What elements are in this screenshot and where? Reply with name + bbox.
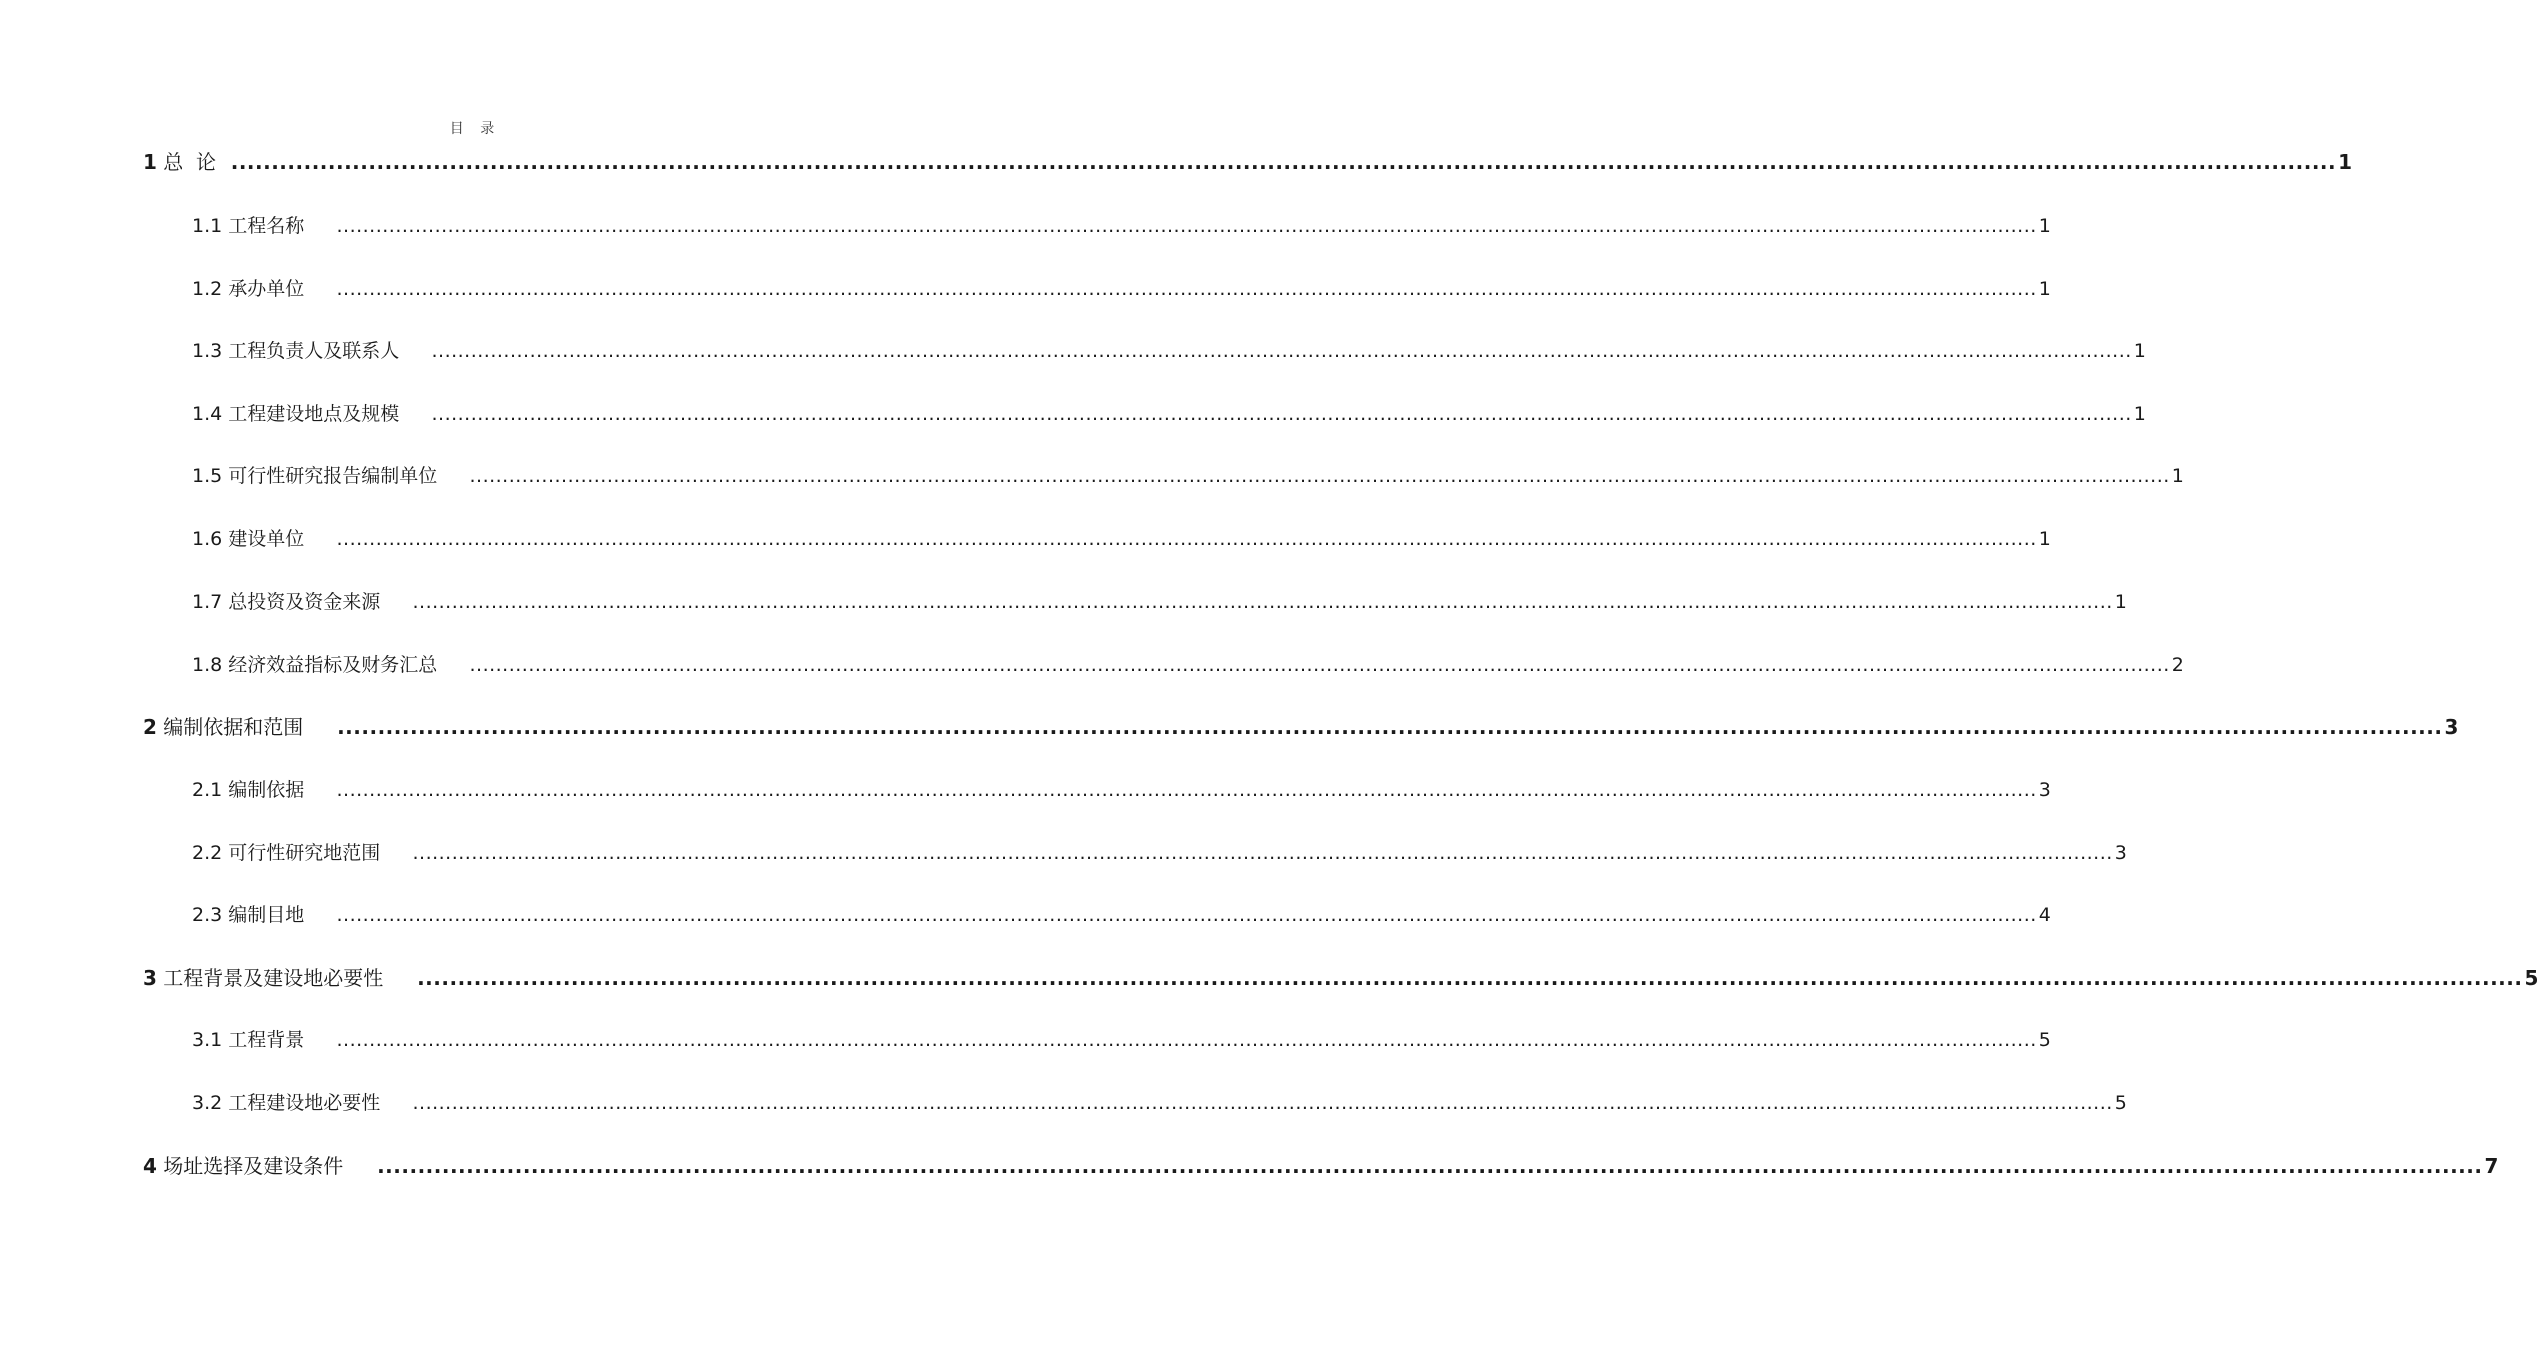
toc-entry-page: 1 [2038, 528, 2051, 550]
toc-entry[interactable] [192, 901, 2051, 929]
toc-entry-label: 工程名称 [228, 215, 305, 237]
toc-entry-page: 1 [2171, 465, 2184, 487]
toc-entry-number: 1.6 [192, 528, 223, 550]
toc-entry-page: 5 [2114, 1092, 2127, 1114]
toc-leader-dots: .................................................................................................................................................................................................................................................................... [336, 904, 2037, 926]
toc-entry-number: 2.2 [192, 842, 223, 864]
toc-entry-gap [304, 901, 334, 929]
toc-title: 目 录 [449, 121, 501, 137]
toc-entry-number: 3.1 [192, 1029, 223, 1051]
toc-entry-gap [304, 212, 334, 240]
toc-entry-gap [216, 148, 229, 176]
toc-entry-gap [343, 1152, 375, 1180]
toc-entry-gap [380, 839, 410, 867]
toc-entry-gap [380, 588, 410, 616]
toc-entry[interactable] [192, 839, 2127, 867]
toc-entry-number: 1.1 [192, 215, 223, 237]
toc-entry-page: 2 [2171, 654, 2184, 676]
toc-entry-page: 3 [2444, 715, 2459, 739]
toc-entry[interactable] [192, 588, 2127, 616]
toc-entry-page: 3 [2114, 842, 2127, 864]
toc-entry-label: 编制目地 [228, 904, 305, 926]
toc-entry-label: 可行性研究报告编制单位 [228, 465, 438, 487]
toc-entry-page: 5 [2524, 966, 2538, 990]
toc-entry-label: 工程建设地必要性 [228, 1092, 381, 1114]
toc-entry-number: 4 [143, 1154, 157, 1178]
toc-entry-number: 1.4 [192, 403, 223, 425]
toc-entry-gap [383, 964, 415, 992]
toc-leader-dots: .................................................................................................................................................................................................................................................................... [412, 842, 2113, 864]
toc-entry-label: 工程负责人及联系人 [228, 340, 400, 362]
toc-entry-number: 3 [143, 966, 157, 990]
toc-entry[interactable] [192, 651, 2184, 679]
toc-entry-gap [437, 651, 467, 679]
toc-entry-number: 2.1 [192, 779, 223, 801]
toc-entry-page: 1 [2133, 403, 2146, 425]
toc-entry-page: 1 [2338, 150, 2353, 174]
toc-entry-number: 1.8 [192, 654, 223, 676]
toc-entry-label: 可行性研究地范围 [228, 842, 381, 864]
toc-entry-label: 工程建设地点及规模 [228, 403, 400, 425]
toc-entry-number: 1.5 [192, 465, 223, 487]
toc-entry-number: 1.2 [192, 278, 223, 300]
toc-entry-label: 编制依据和范围 [163, 715, 304, 739]
toc-entry-label: 工程背景 [228, 1029, 305, 1051]
toc-leader-dots: .................................................................................................................................................................................................................................................................... [469, 654, 2170, 676]
toc-entry-label: 总 论 [163, 150, 216, 174]
toc-entry-number: 1 [143, 150, 157, 174]
toc-leader-dots: .................................................................................................................................................................................................................................................................... [412, 591, 2113, 613]
toc-entry-label: 经济效益指标及财务汇总 [228, 654, 438, 676]
toc-entry[interactable] [192, 462, 2184, 490]
toc-entry-gap [380, 1089, 410, 1117]
toc-entry-page: 7 [2484, 1154, 2499, 1178]
toc-entry-gap [437, 462, 467, 490]
toc-entry-gap [303, 713, 335, 741]
toc-entry-number: 1.7 [192, 591, 223, 613]
toc-entry-gap [304, 525, 334, 553]
toc-entry[interactable] [192, 275, 2051, 303]
toc-leader-dots: .................................................................................................................................................................................................................................................................... [417, 966, 2523, 990]
toc-entry-gap [304, 275, 334, 303]
toc-entry[interactable] [192, 776, 2051, 804]
toc-entry-number: 1.3 [192, 340, 223, 362]
toc-entry-gap [399, 400, 429, 428]
toc-entry-label: 承办单位 [228, 278, 305, 300]
toc-entry[interactable] [192, 212, 2051, 240]
toc-entry[interactable] [143, 964, 2538, 992]
toc-entry-label: 编制依据 [228, 779, 305, 801]
toc-entry-page: 5 [2038, 1029, 2051, 1051]
toc-entry[interactable] [143, 148, 2353, 176]
toc-entry-label: 场址选择及建设条件 [163, 1154, 344, 1178]
toc-entry-page: 1 [2114, 591, 2127, 613]
toc-entry-label: 总投资及资金来源 [228, 591, 381, 613]
toc-leader-dots: .................................................................................................................................................................................................................................................................... [336, 779, 2037, 801]
toc-entry-gap [399, 337, 429, 365]
toc-leader-dots: .................................................................................................................................................................................................................................................................... [336, 528, 2037, 550]
toc-leader-dots: .................................................................................................................................................................................................................................................................... [230, 150, 2337, 174]
toc-leader-dots: .................................................................................................................................................................................................................................................................... [336, 215, 2037, 237]
toc-entry-page: 1 [2038, 215, 2051, 237]
toc-entry-label: 工程背景及建设地必要性 [163, 966, 384, 990]
toc-leader-dots: .................................................................................................................................................................................................................................................................... [431, 340, 2132, 362]
toc-entry-page: 1 [2038, 278, 2051, 300]
toc-entry[interactable] [192, 1026, 2051, 1054]
toc-entry[interactable] [192, 1089, 2127, 1117]
toc-leader-dots: .................................................................................................................................................................................................................................................................... [337, 715, 2443, 739]
toc-entry-page: 4 [2038, 904, 2051, 926]
toc-entry-number: 3.2 [192, 1092, 223, 1114]
toc-entry[interactable] [192, 525, 2051, 553]
toc-leader-dots: .................................................................................................................................................................................................................................................................... [431, 403, 2132, 425]
toc-leader-dots: .................................................................................................................................................................................................................................................................... [336, 1029, 2037, 1051]
toc-entry-label: 建设单位 [228, 528, 305, 550]
toc-leader-dots: .................................................................................................................................................................................................................................................................... [336, 278, 2037, 300]
toc-entry-page: 3 [2038, 779, 2051, 801]
toc-entry-gap [304, 776, 334, 804]
toc-entry[interactable] [143, 1152, 2499, 1180]
toc-entry[interactable] [192, 337, 2146, 365]
toc-entry-number: 2 [143, 715, 157, 739]
toc-entry[interactable] [192, 400, 2146, 428]
toc-leader-dots: .................................................................................................................................................................................................................................................................... [412, 1092, 2113, 1114]
toc-leader-dots: .................................................................................................................................................................................................................................................................... [469, 465, 2170, 487]
toc-entry-number: 2.3 [192, 904, 223, 926]
toc-entry[interactable] [143, 713, 2459, 741]
toc-leader-dots: .................................................................................................................................................................................................................................................................... [377, 1154, 2483, 1178]
toc-entry-gap [304, 1026, 334, 1054]
toc-entry-page: 1 [2133, 340, 2146, 362]
